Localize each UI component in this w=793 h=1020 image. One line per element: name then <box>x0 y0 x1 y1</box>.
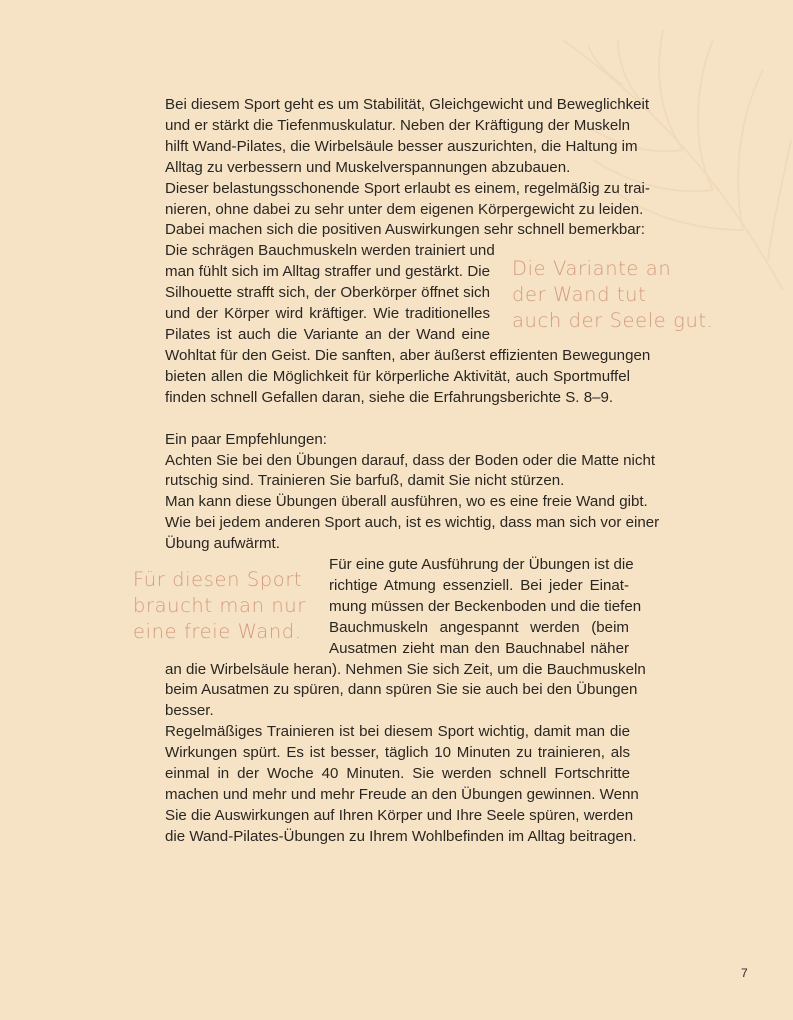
text-line: Für eine gute Ausführung der Übungen ist die <box>329 556 634 574</box>
text-line: Man kann diese Übungen überall ausführen, wo es eine freie Wand gibt. <box>165 493 648 511</box>
pull-quote-line: Für diesen Sport <box>133 568 303 591</box>
text-line: Pilates ist auch die Variante an der Wand eine <box>165 325 490 343</box>
text-line: bieten allen die Möglichkeit für körperliche Aktivität, auch Sportmuffel <box>165 367 630 385</box>
text-line: finden schnell Gefallen daran, siehe die Erfahrungsberichte S. 8–9. <box>165 388 614 406</box>
text-line: Bauchmuskeln angespannt werden (beim <box>329 618 629 636</box>
text-line: hilft Wand-Pilates, die Wirbelsäule besser auszurichten, die Haltung im <box>165 137 638 155</box>
text-line: richtige Atmung essenziell. Bei jeder Einat- <box>329 576 629 594</box>
wrapped-column <box>165 241 495 346</box>
text-line: einmal in der Woche 40 Minuten. Sie werden schnell Fortschritte <box>165 765 630 783</box>
text-line: Regelmäßiges Trainieren ist bei diesem Sport wichtig, damit man die <box>165 723 630 741</box>
pull-quote-line: braucht man nur <box>133 594 306 617</box>
text-line: Achten Sie bei den Übungen darauf, dass der Boden oder die Matte nicht <box>165 451 656 469</box>
body-text <box>165 95 660 848</box>
text-line: nieren, ohne dabei zu sehr unter dem eigenen Körpergewicht zu leiden. <box>165 200 644 218</box>
page-number: 7 <box>741 966 748 980</box>
wrapped-column <box>329 555 642 660</box>
text-line: Wirkungen spürt. Es ist besser, täglich 10 Minuten zu trainieren, als <box>165 744 630 762</box>
text-line: Alltag zu verbessern und Muskelverspannungen abzubauen. <box>165 158 571 176</box>
text-line: Dabei machen sich die positiven Auswirkungen sehr schnell bemerkbar: <box>165 221 645 239</box>
text-line: die Wand-Pilates-Übungen zu Ihrem Wohlbefinden im Alltag beitragen. <box>165 827 637 845</box>
text-line: Dieser belastungsschonende Sport erlaubt es einem, regelmäßig zu trai- <box>165 179 650 197</box>
text-line: beim Ausatmen zu spüren, dann spüren Sie sie auch bei den Übungen <box>165 681 638 699</box>
text-line: Wohltat für den Geist. Die sanften, aber äußerst effizienten Bewegungen <box>165 346 651 364</box>
text-line: Sie die Auswirkungen auf Ihren Körper und Ihre Seele spüren, werden <box>165 806 634 824</box>
text-line: besser. <box>165 702 214 720</box>
paragraph-1 <box>165 95 651 409</box>
text-line: rutschig sind. Trainieren Sie barfuß, damit Sie nicht stürzen. <box>165 472 565 490</box>
text-line: Die schrägen Bauchmuskeln werden trainiert und <box>165 242 495 260</box>
pull-quote-line: Die Variante an <box>512 257 672 280</box>
text-line: Übung aufwärmt. <box>165 535 280 553</box>
text-line: Ein paar Empfehlungen: <box>165 430 327 448</box>
text-line: machen und mehr und mehr Freude an den Übungen gewinnen. Wenn <box>165 786 639 803</box>
text-line: an die Wirbelsäule heran). Nehmen Sie sich Zeit, um die Bauchmuskeln <box>165 660 646 678</box>
text-line: mung müssen der Beckenboden und die tiefen <box>329 597 642 615</box>
pull-quote-line: eine freie Wand. <box>133 620 302 643</box>
text-line: Silhouette strafft sich, der Oberkörper öffnet sich <box>165 284 490 302</box>
pull-quote-line: auch der Seele gut. <box>512 309 714 332</box>
text-line: und er stärkt die Tiefenmuskulatur. Neben der Kräftigung der Muskeln <box>165 116 630 134</box>
text-line: und der Körper wird kräftiger. Wie traditionelles <box>165 305 490 323</box>
pull-quote-wall <box>133 567 306 645</box>
pull-quote-variant <box>512 256 713 334</box>
text-line: Ausatmen zieht man den Bauchnabel näher <box>329 639 629 657</box>
pull-quote-line: der Wand tut <box>512 283 647 306</box>
text-line: Bei diesem Sport geht es um Stabilität, Gleichgewicht und Beweglichkeit <box>165 96 650 113</box>
text-line: man fühlt sich im Alltag straffer und gestärkt. Die <box>165 263 490 281</box>
text-line: Wie bei jedem anderen Sport auch, ist es wichtig, dass man sich vor einer <box>165 514 660 532</box>
